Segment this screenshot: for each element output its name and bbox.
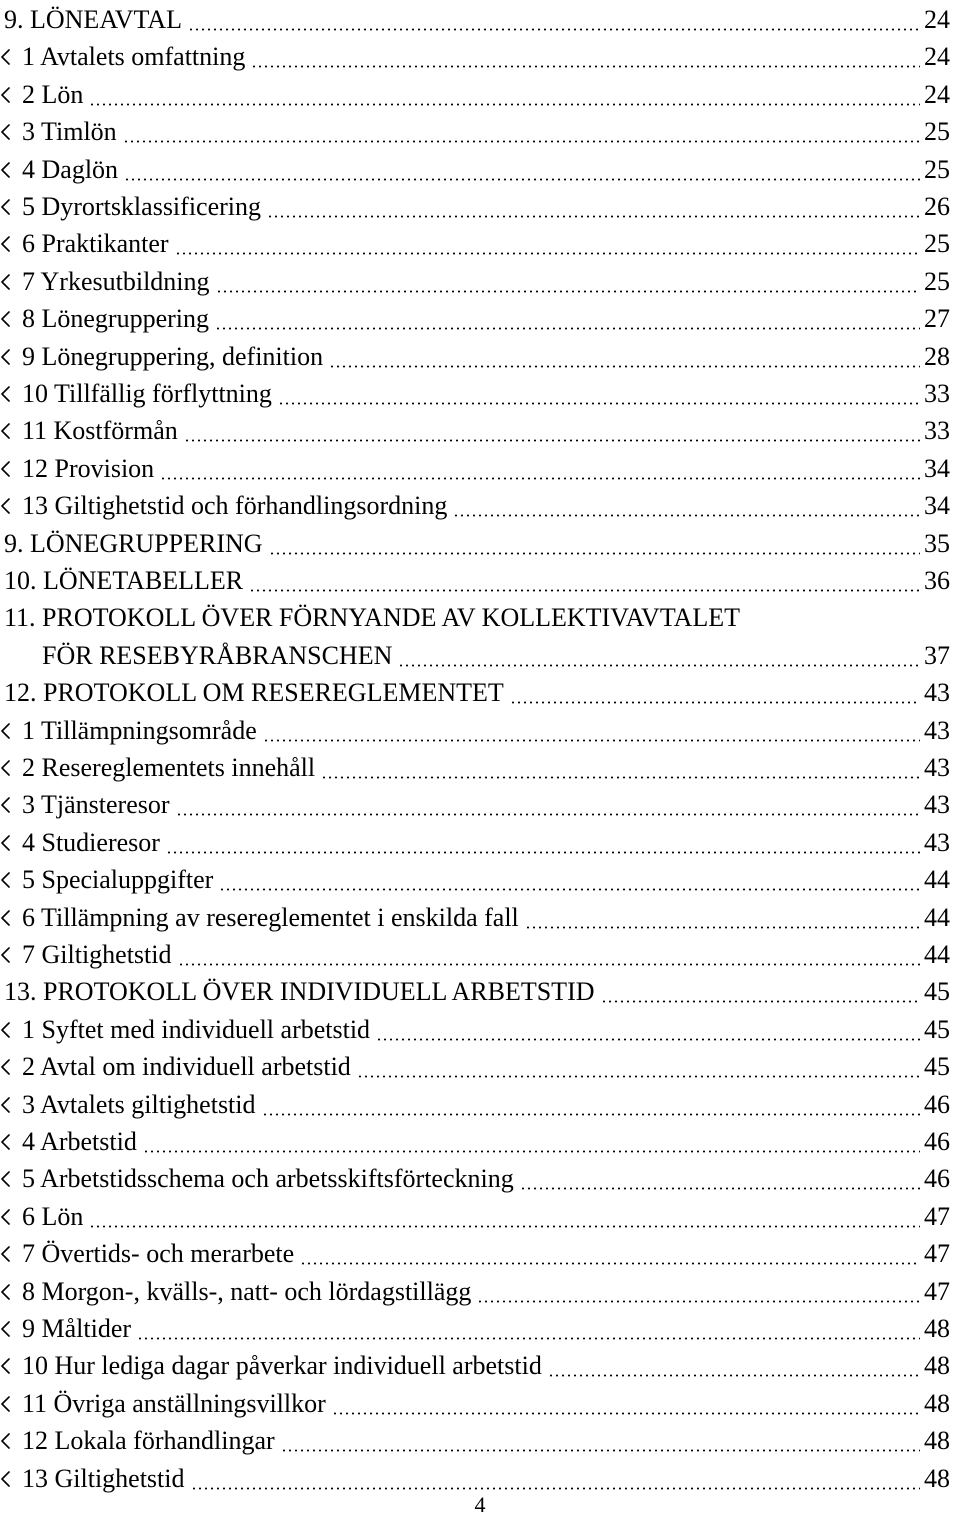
toc-entry-page: 46 xyxy=(924,1089,950,1119)
toc-entry[interactable] xyxy=(0,412,960,450)
tree-branch-icon xyxy=(0,349,12,365)
toc-entry[interactable] xyxy=(0,936,960,974)
dot-leader xyxy=(262,1113,920,1116)
tree-branch-icon xyxy=(0,124,12,140)
toc-entry[interactable] xyxy=(0,1310,960,1348)
toc-entry[interactable] xyxy=(0,712,960,750)
tree-branch-icon xyxy=(0,274,12,290)
dot-leader xyxy=(267,215,920,218)
toc-entry-page: 27 xyxy=(924,304,950,334)
dot-leader xyxy=(166,851,920,854)
dot-leader xyxy=(216,290,920,293)
toc-entry-page: 48 xyxy=(924,1351,950,1381)
tree-branch-icon xyxy=(0,49,12,65)
toc-entry-title: 8 Lönegruppering xyxy=(22,304,210,334)
dot-leader xyxy=(263,739,920,742)
tree-branch-icon xyxy=(0,797,12,813)
toc-entry-page: 25 xyxy=(924,117,950,147)
toc-entry-title: 5 Dyrortsklassificering xyxy=(22,192,262,221)
toc-entry[interactable] xyxy=(0,1086,960,1124)
toc-entry-title: 4 Arbetstid xyxy=(22,1127,137,1156)
tree-branch-icon xyxy=(0,1246,12,1262)
dot-leader xyxy=(510,701,920,704)
toc-entry-page: 35 xyxy=(924,528,950,558)
toc-entry-title: 9 Lönegruppering, definition xyxy=(22,341,324,371)
dot-leader xyxy=(601,1000,920,1003)
tree-branch-icon xyxy=(0,1022,12,1038)
dot-leader xyxy=(300,1262,920,1265)
toc-entry-page: 37 xyxy=(924,640,950,670)
toc-entry-page: 43 xyxy=(924,790,950,820)
dot-leader xyxy=(89,103,920,106)
dot-leader xyxy=(525,926,920,929)
toc-entry[interactable] xyxy=(0,1,960,39)
page-number: 4 xyxy=(474,1492,486,1517)
toc-entry-page: 47 xyxy=(924,1201,950,1231)
toc-entry[interactable] xyxy=(0,599,960,637)
dot-leader xyxy=(269,552,920,555)
toc-entry-title: 1 Avtalets omfattning xyxy=(22,42,246,72)
toc-entry-page: 33 xyxy=(924,379,950,408)
toc-entry[interactable] xyxy=(0,1385,960,1423)
dot-leader xyxy=(332,1412,920,1415)
toc-entry-title: 3 Tjänsteresor xyxy=(22,790,170,820)
toc-entry-page: 33 xyxy=(924,416,950,446)
toc-entry[interactable] xyxy=(0,674,960,712)
toc-entry[interactable] xyxy=(0,562,960,600)
toc-entry-page: 44 xyxy=(924,902,950,932)
toc-entry[interactable] xyxy=(0,1011,960,1049)
toc-entry-page: 44 xyxy=(924,940,950,969)
toc-entry[interactable] xyxy=(0,450,960,488)
dot-leader xyxy=(178,963,920,966)
toc-entry-title: 2 Avtal om individuell arbetstid xyxy=(22,1052,351,1082)
toc-entry-page: 48 xyxy=(924,1463,950,1493)
dot-leader xyxy=(176,813,920,816)
toc-entry[interactable] xyxy=(0,300,960,338)
toc-entry-title: 4 Studieresor xyxy=(22,827,160,857)
toc-entry-title: 6 Praktikanter xyxy=(22,229,169,259)
toc-entry-title: 12 Lokala förhandlingar xyxy=(22,1426,275,1456)
toc-entry-title: FÖR RESEBYRÅBRANSCHEN xyxy=(42,640,393,670)
toc-entry[interactable] xyxy=(0,973,960,1011)
toc-entry[interactable] xyxy=(0,113,960,151)
toc-entry-page: 44 xyxy=(924,865,950,895)
toc-entry-page: 43 xyxy=(924,827,950,857)
toc-entry-page: 36 xyxy=(924,566,950,595)
toc-entry-title: 6 Tillämpning av resereglementet i enskilda fall xyxy=(22,902,519,932)
tree-branch-icon xyxy=(0,1433,12,1449)
toc-entry[interactable] xyxy=(0,375,960,413)
toc-entry[interactable] xyxy=(0,861,960,899)
toc-entry-page: 45 xyxy=(924,1014,950,1044)
toc-entry-page: 34 xyxy=(924,453,950,483)
toc-entry[interactable] xyxy=(0,1160,960,1198)
toc-entry-page: 26 xyxy=(924,192,950,221)
dot-leader xyxy=(278,402,920,405)
toc-entry-page: 28 xyxy=(924,341,950,371)
toc-entry-title: 3 Timlön xyxy=(22,117,117,147)
dot-leader xyxy=(160,477,920,480)
toc-entry[interactable] xyxy=(0,151,960,189)
toc-entry-title: 9 Måltider xyxy=(22,1314,132,1343)
toc-entry-title: 13 Giltighetstid och förhandlingsordning xyxy=(22,491,448,521)
tree-branch-icon xyxy=(0,1284,12,1300)
tree-branch-icon xyxy=(0,723,12,739)
toc-entry-page: 47 xyxy=(924,1239,950,1269)
tree-branch-icon xyxy=(0,236,12,252)
toc-entry-title: 9. LÖNEAVTAL xyxy=(4,5,182,34)
dot-leader xyxy=(89,1225,920,1228)
dot-leader xyxy=(281,1449,920,1452)
toc-entry-title: 10 Hur lediga dagar påverkar individuell arbetstid xyxy=(22,1351,542,1381)
tree-branch-icon xyxy=(0,1396,12,1412)
toc-entry-page: 48 xyxy=(924,1314,950,1343)
tree-branch-icon xyxy=(0,1134,12,1150)
toc-entry-page: 47 xyxy=(924,1276,950,1306)
tree-branch-icon xyxy=(0,386,12,402)
toc-entry-page: 24 xyxy=(924,42,950,72)
toc-entry-page: 48 xyxy=(924,1388,950,1418)
tree-branch-icon xyxy=(0,760,12,776)
tree-branch-icon xyxy=(0,1358,12,1374)
toc-entry[interactable] xyxy=(0,1422,960,1460)
toc-entry-title: 2 Resereglementets innehåll xyxy=(22,753,316,782)
toc-entry[interactable] xyxy=(0,899,960,937)
toc-entry-page: 25 xyxy=(924,229,950,259)
dot-leader xyxy=(376,1038,920,1041)
dot-leader xyxy=(137,1337,920,1340)
toc-entry[interactable] xyxy=(0,1235,960,1273)
dot-leader xyxy=(124,178,920,181)
toc-entry-title: 13 Giltighetstid xyxy=(22,1463,185,1493)
toc-entry-page: 43 xyxy=(924,753,950,782)
toc-entry-title: 12 Provision xyxy=(22,453,155,483)
toc-entry[interactable] xyxy=(0,188,960,226)
toc-entry-title: 7 Giltighetstid xyxy=(22,940,172,969)
toc-entry[interactable] xyxy=(0,1123,960,1161)
tree-branch-icon xyxy=(0,1321,12,1337)
tree-branch-icon xyxy=(0,162,12,178)
toc-entry[interactable] xyxy=(0,225,960,263)
toc-entry-page: 43 xyxy=(924,715,950,745)
toc-entry-page: 45 xyxy=(924,1052,950,1082)
dot-leader xyxy=(249,589,920,592)
toc-entry-page: 46 xyxy=(924,1164,950,1194)
toc-entry-page: 34 xyxy=(924,491,950,521)
toc-entry-page: 48 xyxy=(924,1426,950,1456)
tree-branch-icon xyxy=(0,1097,12,1113)
toc-entry[interactable] xyxy=(0,263,960,301)
dot-leader xyxy=(329,365,920,368)
tree-branch-icon xyxy=(0,311,12,327)
toc-entry-title: 5 Arbetstidsschema och arbetsskiftsförteckning xyxy=(22,1164,514,1194)
toc-entry-page: 46 xyxy=(924,1127,950,1156)
toc-entry[interactable] xyxy=(0,525,960,563)
dot-leader xyxy=(188,28,920,31)
toc-entry-title: 7 Övertids- och merarbete xyxy=(22,1239,295,1269)
tree-branch-icon xyxy=(0,1059,12,1075)
tree-branch-icon xyxy=(0,835,12,851)
tree-branch-icon xyxy=(0,498,12,514)
toc-entry[interactable] xyxy=(0,38,960,76)
tree-branch-icon xyxy=(0,461,12,477)
toc-entry[interactable] xyxy=(0,637,960,675)
toc-entry[interactable] xyxy=(0,487,960,525)
toc-entry-page: 43 xyxy=(924,678,950,708)
toc-entry-title: 4 Daglön xyxy=(22,154,119,184)
toc-entry-title: 12. PROTOKOLL OM RESEREGLEMENTET xyxy=(4,678,504,708)
dot-leader xyxy=(191,1487,920,1490)
dot-leader xyxy=(251,65,920,68)
toc-entry[interactable] xyxy=(0,1347,960,1385)
dot-leader xyxy=(321,776,920,779)
dot-leader xyxy=(175,252,920,255)
toc-entry-title: 6 Lön xyxy=(22,1201,84,1231)
toc-entry-title: 3 Avtalets giltighetstid xyxy=(22,1089,256,1119)
toc-entry-page: 24 xyxy=(924,79,950,109)
tree-branch-icon xyxy=(0,423,12,439)
dot-leader xyxy=(219,888,920,891)
dot-leader xyxy=(453,514,920,517)
dot-leader xyxy=(548,1374,920,1377)
dot-leader xyxy=(398,664,920,667)
toc-entry-title: 11 Kostförmån xyxy=(22,416,178,446)
toc-entry[interactable] xyxy=(0,786,960,824)
toc-entry[interactable] xyxy=(0,1048,960,1086)
dot-leader xyxy=(215,327,920,330)
toc-entry-page: 24 xyxy=(924,5,950,34)
tree-branch-icon xyxy=(0,199,12,215)
toc-entry-title: 10 Tillfällig förflyttning xyxy=(22,379,272,408)
toc-entry-page: 25 xyxy=(924,266,950,296)
dot-leader xyxy=(184,439,920,442)
toc-entry-title: 11 Övriga anställningsvillkor xyxy=(22,1388,326,1418)
toc-entry[interactable] xyxy=(0,1273,960,1311)
toc-entry[interactable] xyxy=(0,338,960,376)
toc-entry-page: 45 xyxy=(924,977,950,1007)
toc-entry-title: 13. PROTOKOLL ÖVER INDIVIDUELL ARBETSTID xyxy=(4,977,595,1007)
dot-leader xyxy=(357,1075,920,1078)
dot-leader xyxy=(477,1300,920,1303)
toc-entry[interactable] xyxy=(0,76,960,114)
dot-leader xyxy=(520,1187,920,1190)
toc-entry-title: 1 Syftet med individuell arbetstid xyxy=(22,1014,371,1044)
toc-entry-title: 9. LÖNEGRUPPERING xyxy=(4,528,263,558)
toc-entry[interactable] xyxy=(0,749,960,787)
toc-entry-title: 7 Yrkesutbildning xyxy=(22,266,210,296)
toc-entry-title: 2 Lön xyxy=(22,79,84,109)
toc-entry-page: 25 xyxy=(924,154,950,184)
toc-entry-title: 11. PROTOKOLL ÖVER FÖRNYANDE AV KOLLEKTIVAVTALET xyxy=(4,603,741,633)
toc-entry-title: 8 Morgon-, kvälls-, natt- och lördagstillägg xyxy=(22,1276,472,1306)
tree-branch-icon xyxy=(0,1209,12,1225)
dot-leader xyxy=(143,1150,920,1153)
tree-branch-icon xyxy=(0,1171,12,1187)
tree-branch-icon xyxy=(0,872,12,888)
tree-branch-icon xyxy=(0,910,12,926)
tree-branch-icon xyxy=(0,947,12,963)
toc-entry-title: 10. LÖNETABELLER xyxy=(4,566,244,595)
tree-branch-icon xyxy=(0,1471,12,1487)
toc-entry-title: 1 Tillämpningsområde xyxy=(22,715,257,745)
dot-leader xyxy=(123,140,920,143)
toc-entry[interactable] xyxy=(0,1198,960,1236)
toc-entry[interactable] xyxy=(0,824,960,862)
tree-branch-icon xyxy=(0,87,12,103)
toc-entry-title: 5 Specialuppgifter xyxy=(22,865,214,895)
